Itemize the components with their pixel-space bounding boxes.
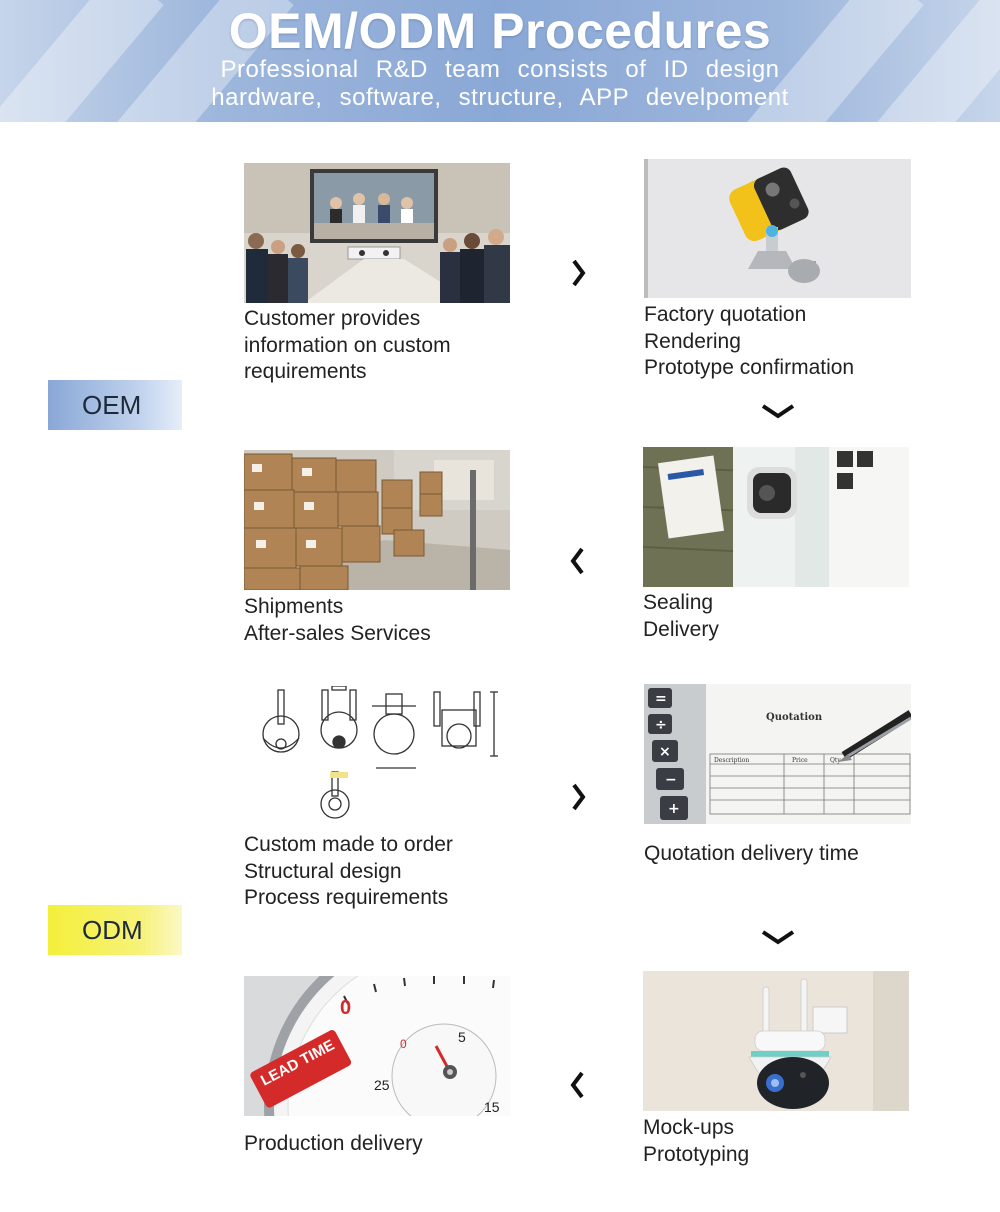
camera-rendering-photo <box>644 159 911 298</box>
chevron-down-icon <box>760 403 796 419</box>
dial-fifteen: 15 <box>484 1099 500 1115</box>
svg-text:−: − <box>665 772 677 788</box>
warehouse-shipments-photo <box>244 450 510 590</box>
dial-twenty-five: 25 <box>374 1077 390 1093</box>
meeting-room-photo <box>244 163 510 303</box>
quotation-document-photo <box>644 684 911 824</box>
step-shipments: Shipments After-sales Services <box>244 595 431 645</box>
dial-zero-label: 0 <box>340 997 352 1019</box>
column-price: Price <box>792 757 808 764</box>
dial-inner-zero: 0 <box>400 1037 407 1051</box>
ptz-camera-prototype-photo <box>643 971 909 1111</box>
svg-text:÷: ÷ <box>655 717 667 733</box>
dial-five: 5 <box>458 1029 466 1045</box>
quotation-heading: Quotation <box>766 712 823 723</box>
chevron-left-icon <box>568 546 588 576</box>
chevron-right-icon <box>568 258 588 288</box>
page-title: OEM/ODM Procedures <box>228 3 772 59</box>
svg-text:+: + <box>668 801 680 817</box>
lead-time-label: LEAD TIME <box>257 1036 338 1090</box>
odm-tag: ODM <box>48 905 182 955</box>
svg-text:×: × <box>659 744 671 760</box>
page-subtitle-line-1: Professional R&D team consists of ID design <box>220 56 780 83</box>
chevron-left-icon <box>568 1070 588 1100</box>
chevron-down-icon <box>760 929 796 945</box>
column-qty: Qty <box>830 757 841 764</box>
column-description: Description <box>714 757 750 764</box>
header-banner <box>0 0 1000 122</box>
step-customer-requirements: Customer provides information on custom requirements <box>244 307 451 383</box>
svg-text:=: = <box>655 691 667 707</box>
page-subtitle-line-2: hardware, software, structure, APP develpoment <box>211 84 789 111</box>
structural-design-drawing <box>244 686 510 826</box>
step-factory-quotation: Factory quotation Rendering Prototype confirmation <box>644 303 855 379</box>
chevron-right-icon <box>568 782 588 812</box>
lead-time-clock-photo <box>244 976 510 1116</box>
step-production-delivery: Production delivery <box>244 1132 423 1155</box>
step-quotation-delivery: Quotation delivery time <box>644 842 859 865</box>
step-mockups-prototyping: Mock-ups Prototyping <box>643 1116 750 1166</box>
packaging-sealing-photo <box>643 447 909 587</box>
step-sealing-delivery: Sealing Delivery <box>643 591 719 641</box>
oem-tag: OEM <box>48 380 182 430</box>
step-custom-made: Custom made to order Structural design Process requirements <box>244 833 453 909</box>
